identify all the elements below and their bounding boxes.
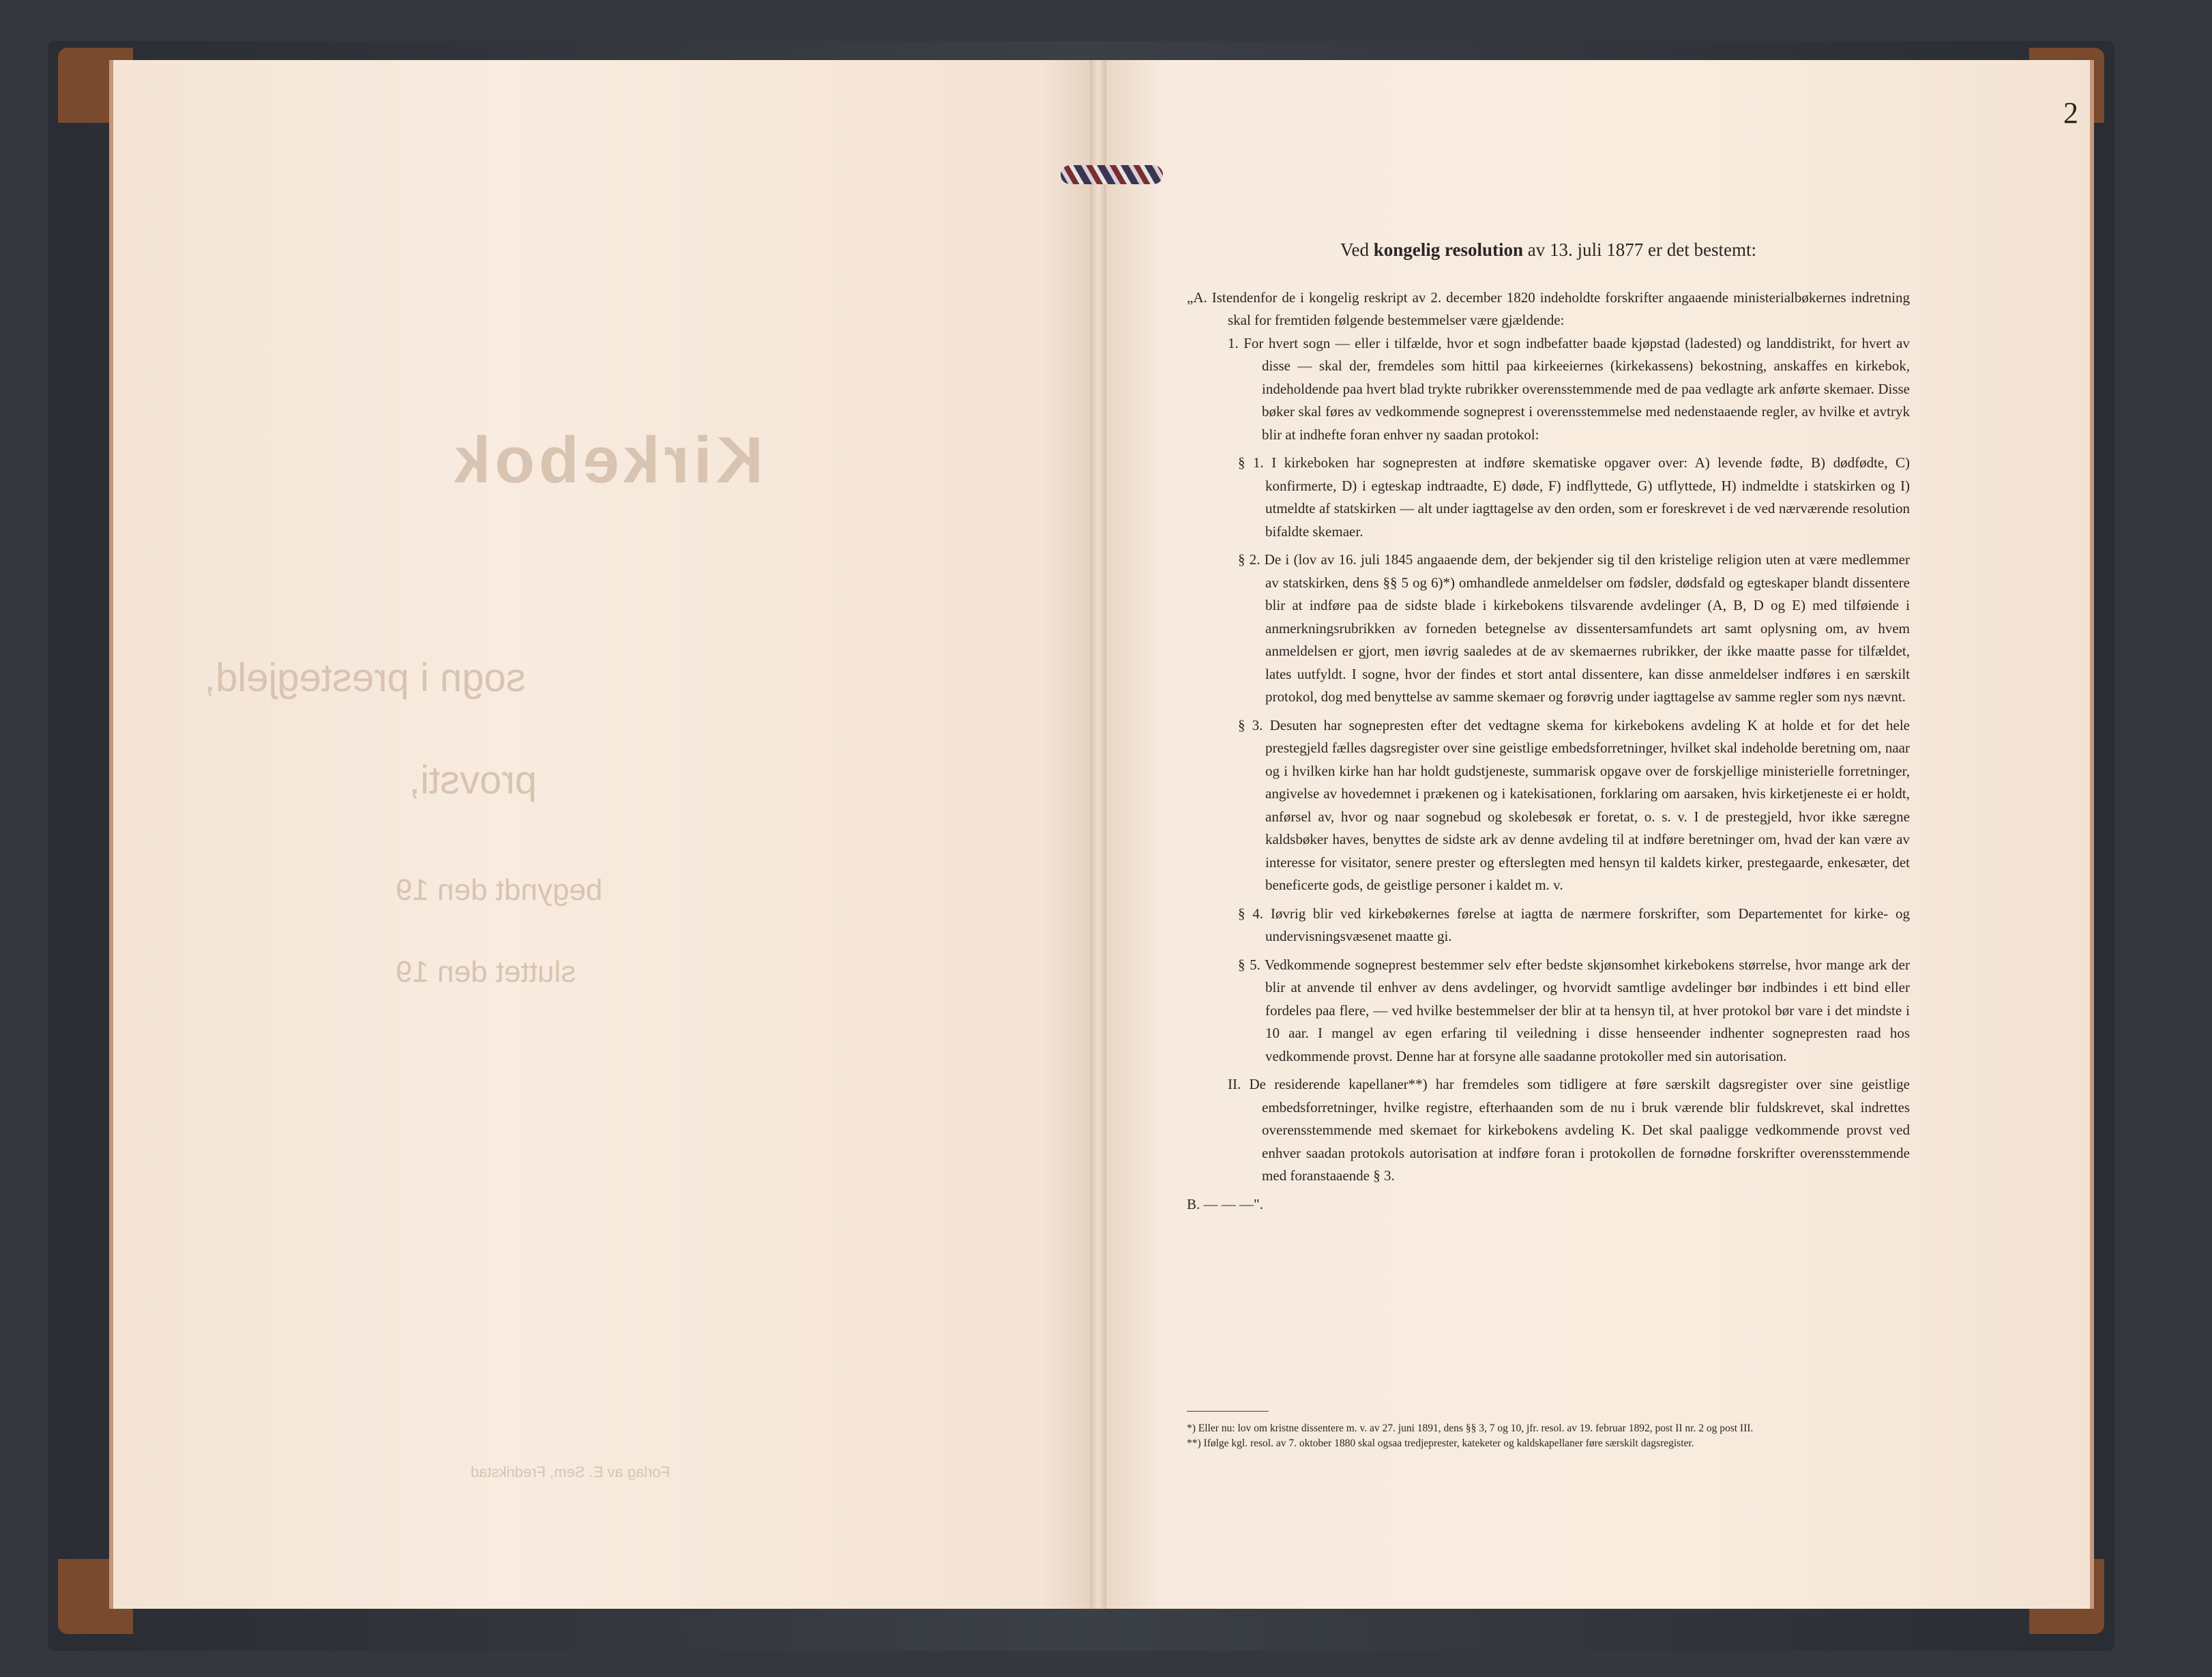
book-spine	[1090, 60, 1106, 1609]
section-ii: II. De residerende kapellaner**) har fremdeles som tidligere at føre særskilt dagsregister over sine geistlige embedsforretninger, hvilke registre, efterhaanden som de nu i bruk værende blir fuldskrevet, skal indrettes overensstemmende med skemaet for kirkebokens avdeling K. Det skal paaligge vedkommende provst ved enhver saadan protokols autorisation at indføre foran i protokollen de fornødne forskrifter overensstemmende med foranstaaende § 3.	[1228, 1076, 1910, 1184]
paragraph-5: § 5. Vedkommende sogneprest bestemmer selv efter bedste skjønsomhet kirkebokens størrelse, hvor mange ark der blir at anvende til enhver av dens avdelinger, og hvorvidt samtlige avdelinger bør indbindes i ett bind eller fordeles paa flere, — ved hvilke bestemmelser der blir at ta hensyn til, at hver protokol bør vare i det mindste i 10 aar. I mangel av egen erfaring til veiledning i disse henseender indhenter sognepresten raad hos vedkommende provst. Denne har at forsyne alle saadanne protokoller med sin autorisation.	[1238, 956, 1910, 1064]
resolution-text	[1187, 239, 1910, 1216]
footnotes	[1187, 1411, 1910, 1451]
ghost-title-kirkebok: Kirkebok	[450, 424, 763, 497]
resolution-heading	[1187, 239, 1910, 262]
footnote-1: *) Eller nu: lov om kristne dissentere m. v. av 27. juni 1891, dens §§ 3, 7 og 10, jfr. resol. av 19. februar 1892, post II nr. 2 og post III.	[1187, 1423, 1754, 1434]
ghost-line-begyndt: begyndt den 19	[396, 873, 603, 907]
binding-thread	[1061, 165, 1163, 184]
paragraph-3: § 3. Desuten har sognepresten efter det vedtagne skema for kirkebokens avdeling K at holde et for det hele prestegjeld fælles dagsregister over sine geistlige embedsforretninger, hvilket skal indeholde beretning om, naar og i hvilken kirke han har holdt gudstjeneste, summarisk opgave over de forskjellige ministerielle forretninger, angivelse av hovedemnet i prækenen og i katekisationen, forklaring om aarsaken, hvis kirketjeneste ei er holdt, anførsel av, hvor og naar sognebud og skolebesøk er foretat, o. s. v. I de prestegjeld, hvor ikke særegne kaldsbøker haves, benyttes de sidste ark av denne avdeling til at indføre beretninger om, hvad der kan være av interesse for visitator, senere prester og efterslegten med hensyn til kaldets kirker, prestegaarde, enkesæter, det beneficerte gods, de geistlige personer i kaldet m. v.	[1238, 716, 1910, 893]
ghost-line-sluttet: sluttet den 19	[396, 955, 576, 989]
heading-pre: Ved	[1340, 239, 1369, 260]
paragraph-4: § 4. Iøvrig blir ved kirkebøkernes førelse at iagtta de nærmere forskrifter, som Departementet for kirke- og undervisningsvæsenet maatte gi.	[1238, 905, 1910, 944]
ghost-imprint: Forlag av E. Sem, Fredrikstad	[471, 1463, 670, 1481]
footnote-2: **) Ifølge kgl. resol. av 7. oktober 1880 skal ogsaa tredjeprester, kateketer og kaldskapellaner føre særskilt dagsregister.	[1187, 1438, 1694, 1449]
section-a-1: 1. For hvert sogn — eller i tilfælde, hvor et sogn indbefatter baade kjøpstad (ladested) og landdistrikt, for hvert av disse — skal der, fremdeles som hittil paa kirkeeiernes (kirkekassens) bekostning, anskaffes en kirkebok, indeholdende paa hvert blad trykte rubrikker overensstemmende med de paa vedlagte ark anførte skemaer. Disse bøker skal føres av vedkommende sogneprest i overensstemmelse med nedenstaaende regler, av hvilke et avtryk blir at indhefte foran enhver ny saadan protokol:	[1228, 334, 1910, 443]
left-page	[109, 60, 1091, 1609]
section-a: „A. Istendenfor de i kongelig reskript av 2. december 1820 indeholdte forskrifter angaaende ministerialbøkernes indretning skal for fremtiden følgende bestemmelser være gjældende:	[1187, 289, 1910, 328]
ghost-line-provsti: provsti,	[409, 758, 537, 802]
paragraph-2: § 2. De i (lov av 16. juli 1845 angaaende dem, der bekjender sig til den kristelige religion uten at være medlemmer av statskirken, dens §§ 5 og 6)*) omhandlede anmeldelser om fødsler, dødsfald og egteskaper blandt dissentere blir at indføre paa de sidste blade i kirkebokens tilsvarende avdelinger (A, B, D og E) med tilføiende i anmerkningsrubrikken av forneden betegnelse av dissentersamfundets art samt oplysning om, av hvem anmeldelsen er gjort, men iøvrig saaledes at de av skemaernes rubrikker, der ikke maatte passe for tilfældet, lates uutfyldt. I sogne, hvor der findes et stort antal dissentere, kan disse anmeldelser indføres i en særskilt protokol, dog med benyttelse av samme skemaer og forøvrig under iagttagelse av samme regler som nys nævnt.	[1238, 551, 1910, 705]
section-b: B. — — —".	[1187, 1195, 1263, 1212]
footnote-rule	[1187, 1411, 1269, 1412]
paragraph-1: § 1. I kirkeboken har sognepresten at indføre skematiske opgaver over: A) levende fødte, B) dødfødte, C) konfirmerte, D) i egteskap indtraadte, E) døde, F) indflyttede, G) utflyttede, H) indmeldte i statskirken og I) utmeldte af statskirken — alt under iagttagelse av den orden, som er foreskrevet i de ved nærværende resolution bifaldte skemaer.	[1238, 454, 1910, 540]
page-number: 2	[2063, 96, 2078, 130]
heading-post: av 13. juli 1877 er det bestemt:	[1527, 239, 1756, 260]
ghost-line-sogn: sogn i prestegjeld,	[205, 656, 526, 700]
heading-bold: kongelig resolution	[1373, 239, 1524, 260]
